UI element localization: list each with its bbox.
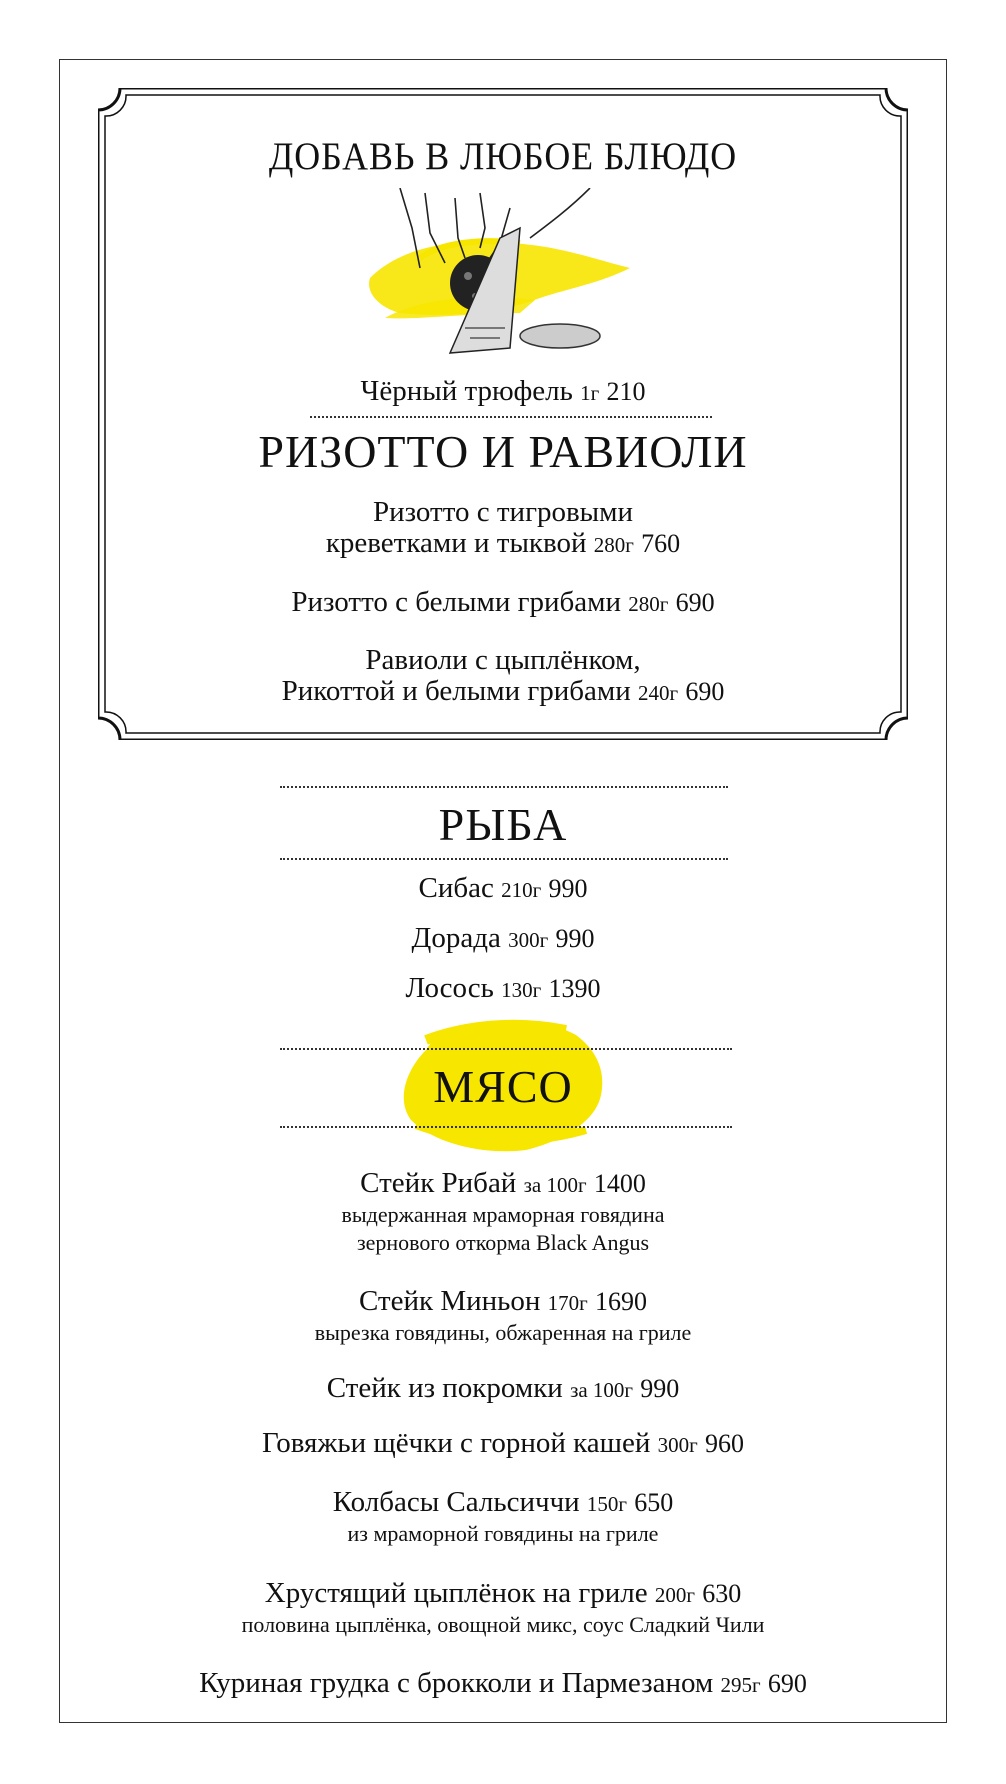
- menu-item: Лосось 130г 1390: [405, 972, 601, 1004]
- menu-item: Ризотто с белыми грибами 280г 690: [291, 586, 715, 618]
- menu-item: Стейк Рибай за 100г 1400 выдержанная мраморная говядина зернового откорма Black Angus: [341, 1167, 665, 1255]
- menu-item: Говяжьи щёчки с горной кашей 300г 960: [262, 1427, 744, 1459]
- menu-item: Дорада 300г 990: [411, 922, 595, 954]
- truffle-item: Чёрный трюфель 1г 210: [360, 375, 646, 407]
- menu-item: Сибас 210г 990: [418, 872, 588, 904]
- risotto-frame: [98, 88, 908, 740]
- divider: [280, 858, 728, 860]
- divider: [280, 1048, 732, 1050]
- divider: [280, 786, 728, 788]
- risotto-section-title: РИЗОТТО И РАВИОЛИ: [258, 426, 748, 477]
- menu-item: Куриная грудка с брокколи и Пармезаном 295г 690: [199, 1667, 807, 1699]
- menu-item: Ризотто с тигровыми креветками и тыквой 280г 760: [325, 496, 681, 559]
- menu-item: Стейк из покромки за 100г 990: [326, 1372, 680, 1404]
- meat-section-title: МЯСО: [433, 1061, 573, 1112]
- divider: [280, 1126, 732, 1128]
- menu-item: Колбасы Сальсиччи 150г 650 из мраморной говядины на гриле: [332, 1486, 674, 1546]
- fish-section-title: РЫБА: [438, 799, 568, 850]
- menu-item: Стейк Миньон 170г 1690 вырезка говядины, обжаренная на гриле: [314, 1285, 692, 1345]
- divider: [310, 416, 712, 418]
- menu-item: Хрустящий цыплёнок на гриле 200г 630 половина цыплёнка, овощной микс, соус Сладкий Чили: [241, 1577, 765, 1637]
- add-section-title: ДОБАВЬ В ЛЮБОЕ БЛЮДО: [268, 135, 738, 178]
- truffle-illustration: [360, 188, 640, 358]
- menu-item: Равиоли с цыплёнком, Рикоттой и белыми грибами 240г 690: [281, 644, 725, 707]
